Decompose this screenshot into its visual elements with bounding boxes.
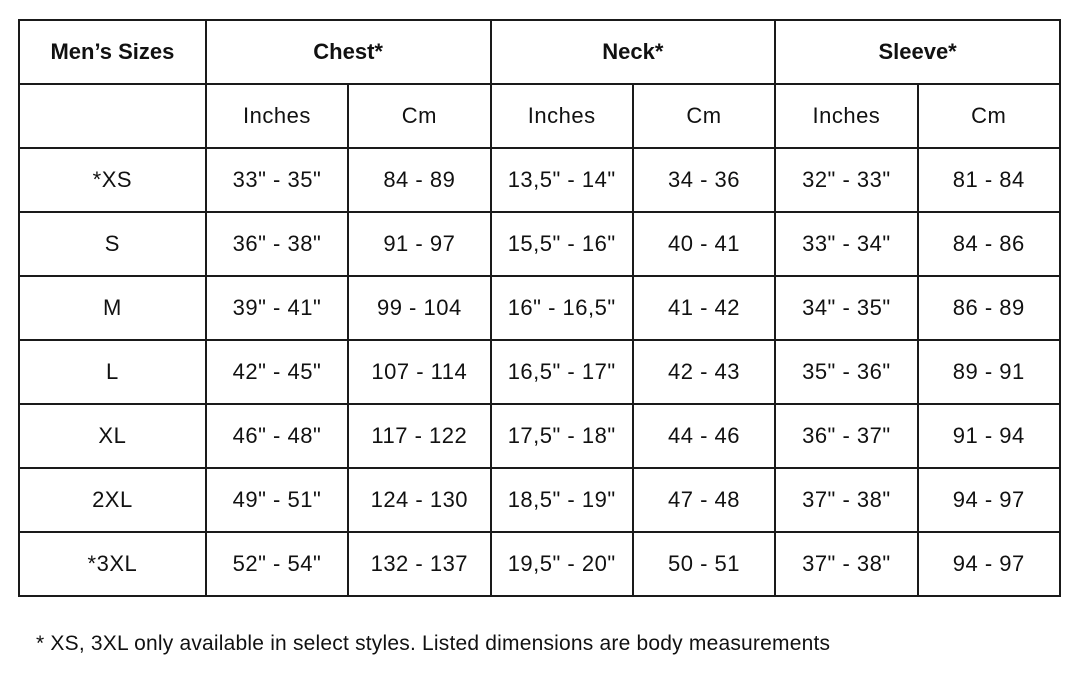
chest-inches-cell: 42" - 45" [206, 340, 348, 404]
chest-cm-cell: 84 - 89 [348, 148, 490, 212]
sleeve-cm-cell: 84 - 86 [918, 212, 1060, 276]
size-label: M [19, 276, 206, 340]
unit-corner-cell [19, 84, 206, 148]
sleeve-cm-cell: 89 - 91 [918, 340, 1060, 404]
size-label: XL [19, 404, 206, 468]
chest-inches-cell: 33" - 35" [206, 148, 348, 212]
chest-cm-cell: 107 - 114 [348, 340, 490, 404]
header-row [19, 20, 1060, 84]
sleeve-inches-cell: 37" - 38" [775, 468, 917, 532]
sleeve-cm-cell: 94 - 97 [918, 468, 1060, 532]
table-row [19, 276, 1060, 340]
header-neck: Neck* [491, 20, 776, 84]
neck-inches-cell: 13,5" - 14" [491, 148, 633, 212]
neck-cm-cell: 50 - 51 [633, 532, 775, 596]
neck-cm-cell: 41 - 42 [633, 276, 775, 340]
unit-neck-cm: Cm [633, 84, 775, 148]
neck-inches-cell: 16,5" - 17" [491, 340, 633, 404]
chest-inches-cell: 46" - 48" [206, 404, 348, 468]
sleeve-cm-cell: 86 - 89 [918, 276, 1060, 340]
neck-cm-cell: 34 - 36 [633, 148, 775, 212]
unit-neck-inches: Inches [491, 84, 633, 148]
unit-sleeve-inches: Inches [775, 84, 917, 148]
unit-chest-inches: Inches [206, 84, 348, 148]
header-mens-sizes: Men’s Sizes [19, 20, 206, 84]
size-chart-table [18, 19, 1061, 597]
neck-cm-cell: 47 - 48 [633, 468, 775, 532]
sleeve-inches-cell: 32" - 33" [775, 148, 917, 212]
table-row [19, 404, 1060, 468]
neck-inches-cell: 18,5" - 19" [491, 468, 633, 532]
footnote: * XS, 3XL only available in select styles. Listed dimensions are body measurements [36, 632, 831, 655]
table-row [19, 148, 1060, 212]
chest-cm-cell: 124 - 130 [348, 468, 490, 532]
header-chest: Chest* [206, 20, 491, 84]
sleeve-cm-cell: 81 - 84 [918, 148, 1060, 212]
sleeve-inches-cell: 36" - 37" [775, 404, 917, 468]
neck-cm-cell: 44 - 46 [633, 404, 775, 468]
table-row [19, 340, 1060, 404]
chest-cm-cell: 117 - 122 [348, 404, 490, 468]
chest-cm-cell: 91 - 97 [348, 212, 490, 276]
sleeve-inches-cell: 34" - 35" [775, 276, 917, 340]
size-label: 2XL [19, 468, 206, 532]
unit-chest-cm: Cm [348, 84, 490, 148]
size-label: S [19, 212, 206, 276]
size-label: *XS [19, 148, 206, 212]
neck-inches-cell: 19,5" - 20" [491, 532, 633, 596]
size-label: L [19, 340, 206, 404]
sleeve-inches-cell: 33" - 34" [775, 212, 917, 276]
sleeve-inches-cell: 37" - 38" [775, 532, 917, 596]
table-row [19, 468, 1060, 532]
neck-inches-cell: 15,5" - 16" [491, 212, 633, 276]
sleeve-cm-cell: 94 - 97 [918, 532, 1060, 596]
sleeve-inches-cell: 35" - 36" [775, 340, 917, 404]
unit-sleeve-cm: Cm [918, 84, 1060, 148]
header-sleeve: Sleeve* [775, 20, 1060, 84]
chest-inches-cell: 49" - 51" [206, 468, 348, 532]
chest-cm-cell: 99 - 104 [348, 276, 490, 340]
neck-inches-cell: 16" - 16,5" [491, 276, 633, 340]
neck-cm-cell: 42 - 43 [633, 340, 775, 404]
chest-cm-cell: 132 - 137 [348, 532, 490, 596]
table-row [19, 532, 1060, 596]
neck-inches-cell: 17,5" - 18" [491, 404, 633, 468]
chest-inches-cell: 39" - 41" [206, 276, 348, 340]
unit-row [19, 84, 1060, 148]
chest-inches-cell: 36" - 38" [206, 212, 348, 276]
sleeve-cm-cell: 91 - 94 [918, 404, 1060, 468]
size-label: *3XL [19, 532, 206, 596]
neck-cm-cell: 40 - 41 [633, 212, 775, 276]
table-row [19, 212, 1060, 276]
chest-inches-cell: 52" - 54" [206, 532, 348, 596]
